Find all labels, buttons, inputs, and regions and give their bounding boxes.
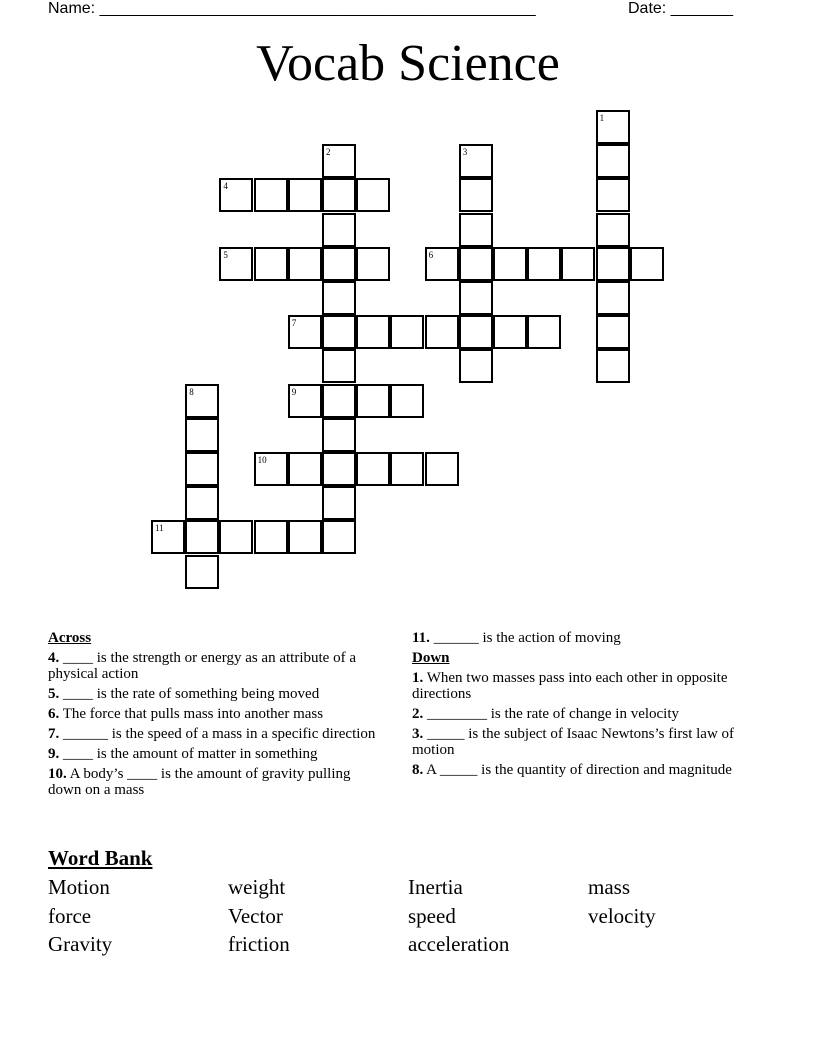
crossword-cell[interactable] <box>185 384 219 418</box>
clue-text: ____ is the rate of something being moved <box>59 686 320 702</box>
word-bank-item: mass <box>588 875 630 899</box>
crossword-cell[interactable] <box>151 520 185 554</box>
word-bank-item: Motion <box>48 875 110 899</box>
clue-number: 6 <box>428 249 434 260</box>
crossword-cell[interactable] <box>527 315 561 349</box>
clue-number-label: 5. <box>48 686 60 702</box>
crossword-cell[interactable] <box>322 452 356 486</box>
clue-number: 5 <box>223 249 228 260</box>
clue-item <box>412 670 752 702</box>
crossword-cell[interactable] <box>459 315 493 349</box>
word-bank-item: force <box>48 903 92 928</box>
crossword-cell[interactable] <box>288 178 322 212</box>
word-bank-title: Word Bank <box>48 846 153 870</box>
down-clues <box>412 630 752 782</box>
crossword-cell[interactable] <box>288 315 322 349</box>
crossword-cell[interactable] <box>596 213 630 247</box>
clue-item <box>412 630 752 646</box>
clue-number: 10 <box>257 455 267 465</box>
crossword-cell[interactable] <box>630 247 664 281</box>
clue-item <box>412 726 752 758</box>
word-bank-item: acceleration <box>408 932 510 956</box>
crossword-cell[interactable] <box>596 144 630 178</box>
page-title: Vocab Science <box>256 35 560 92</box>
crossword-cell[interactable] <box>425 247 459 281</box>
clue-number: 2 <box>326 147 331 158</box>
clue-text: ________ is the rate of change in velocity <box>423 706 680 722</box>
crossword-cell[interactable] <box>425 452 459 486</box>
name-field-label: Name: _________________________________________________ <box>48 0 536 17</box>
crossword-cell[interactable] <box>254 178 288 212</box>
clue-number: 3 <box>462 147 468 158</box>
crossword-cell[interactable] <box>254 247 288 281</box>
crossword-cell[interactable] <box>596 281 630 315</box>
crossword-cell[interactable] <box>459 144 493 178</box>
crossword-cell[interactable] <box>390 384 424 418</box>
crossword-cell[interactable] <box>596 110 630 144</box>
word-bank-item: velocity <box>588 903 656 928</box>
clue-text: ____ is the amount of matter in something <box>59 746 318 762</box>
crossword-cell[interactable] <box>390 452 424 486</box>
crossword-cell[interactable] <box>185 418 219 452</box>
crossword-cell[interactable] <box>254 452 288 486</box>
clue-item <box>48 726 378 742</box>
crossword-cell[interactable] <box>322 213 356 247</box>
crossword-cell[interactable] <box>288 452 322 486</box>
across-heading: Across <box>48 630 92 646</box>
crossword-cell[interactable] <box>493 247 527 281</box>
crossword-cell[interactable] <box>322 281 356 315</box>
crossword-cell[interactable] <box>322 144 356 178</box>
clue-number-label: 6. <box>48 706 60 722</box>
crossword-cell[interactable] <box>459 349 493 383</box>
clue-number-label: 9. <box>48 746 60 762</box>
clue-text: ____ is the strength or energy as an attribute of a physical action <box>48 650 356 682</box>
crossword-cell[interactable] <box>322 384 356 418</box>
crossword-cell[interactable] <box>390 315 424 349</box>
clue-number: 1 <box>599 113 605 123</box>
clue-text: When two masses pass into each other in opposite directions <box>412 670 728 702</box>
clue-item <box>48 766 378 798</box>
crossword-cell[interactable] <box>288 384 322 418</box>
clue-item <box>48 746 378 762</box>
crossword-cell[interactable] <box>425 315 459 349</box>
clue-number: 9 <box>291 386 297 397</box>
clue-number: 7 <box>291 318 297 329</box>
clue-number: 11 <box>155 523 164 534</box>
clue-text: _____ is the subject of Isaac Newtons’s first law of motion <box>412 726 735 758</box>
crossword-cell[interactable] <box>288 520 322 554</box>
crossword-cell[interactable] <box>596 247 630 281</box>
crossword-cell[interactable] <box>356 315 390 349</box>
clue-number: 8 <box>189 386 194 397</box>
crossword-cell[interactable] <box>288 247 322 281</box>
clue-number-label: 1. <box>412 670 424 686</box>
crossword-cell[interactable] <box>185 486 219 520</box>
crossword-cell[interactable] <box>185 520 219 554</box>
crossword-cell[interactable] <box>459 281 493 315</box>
clue-number-label: 11. <box>412 630 430 646</box>
crossword-cell[interactable] <box>219 520 253 554</box>
clue-number-label: 10. <box>48 766 67 782</box>
crossword-cell[interactable] <box>561 247 595 281</box>
clue-number-label: 3. <box>412 726 424 742</box>
crossword-cell[interactable] <box>356 247 390 281</box>
crossword-cell[interactable] <box>322 315 356 349</box>
clue-number-label: 8. <box>412 762 424 778</box>
crossword-cell[interactable] <box>322 178 356 212</box>
crossword-cell[interactable] <box>254 520 288 554</box>
crossword-cell[interactable] <box>185 555 219 589</box>
across-clues <box>48 630 378 802</box>
crossword-cell[interactable] <box>356 178 390 212</box>
crossword-cell[interactable] <box>322 349 356 383</box>
crossword-cell[interactable] <box>527 247 561 281</box>
crossword-cell[interactable] <box>356 452 390 486</box>
clue-number: 4 <box>223 181 228 192</box>
crossword-cell[interactable] <box>596 178 630 212</box>
clue-item <box>412 706 752 722</box>
crossword-cell[interactable] <box>219 178 253 212</box>
word-bank-item: weight <box>228 875 286 899</box>
clue-text: A body’s ____ is the amount of gravity pulling down on a mass <box>48 766 351 798</box>
crossword-cell[interactable] <box>356 384 390 418</box>
clue-item <box>48 686 378 702</box>
clue-item <box>48 650 378 682</box>
clue-text: ______ is the action of moving <box>429 630 621 646</box>
clue-item <box>412 762 752 778</box>
crossword-cell[interactable] <box>493 315 527 349</box>
clue-number-label: 7. <box>48 726 60 742</box>
down-heading: Down <box>412 650 450 666</box>
word-bank-item: Vector <box>228 903 283 928</box>
crossword-cell[interactable] <box>185 452 219 486</box>
word-bank-item: friction <box>228 932 290 956</box>
date-field-label: Date: _______ <box>628 0 733 17</box>
crossword-cell[interactable] <box>459 247 493 281</box>
word-bank-item: Gravity <box>48 932 113 956</box>
crossword-cell[interactable] <box>219 247 253 281</box>
crossword-cell[interactable] <box>459 178 493 212</box>
word-bank-item: Inertia <box>408 875 463 899</box>
crossword-cell[interactable] <box>596 315 630 349</box>
clue-text: The force that pulls mass into another mass <box>59 706 324 722</box>
clue-text: ______ is the speed of a mass in a specific direction <box>59 726 376 742</box>
crossword-cell[interactable] <box>322 247 356 281</box>
clue-text: A _____ is the quantity of direction and magnitude <box>423 762 732 778</box>
word-bank-item: speed <box>408 903 456 928</box>
crossword-cell[interactable] <box>322 520 356 554</box>
clue-number-label: 2. <box>412 706 424 722</box>
clue-item <box>48 706 378 722</box>
crossword-cell[interactable] <box>459 213 493 247</box>
crossword-cell[interactable] <box>322 486 356 520</box>
clue-number-label: 4. <box>48 650 60 666</box>
crossword-cell[interactable] <box>596 349 630 383</box>
crossword-cell[interactable] <box>322 418 356 452</box>
